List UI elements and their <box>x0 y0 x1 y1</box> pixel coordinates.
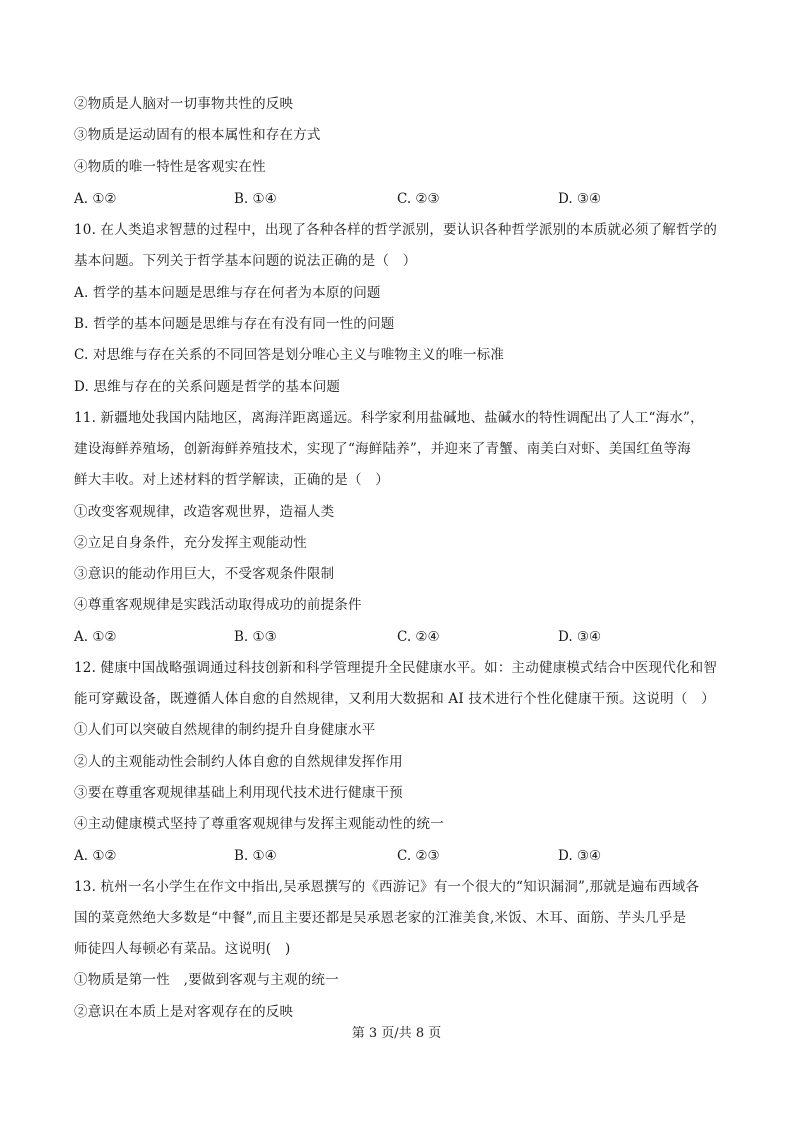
page-footer: 第 3 页/共 8 页 <box>351 1026 442 1041</box>
q13-statement-1: ①物质是第一性 ,要做到客观与主观的统一 <box>74 972 339 988</box>
q13-stem-line-2: 国的菜竟然绝大多数是“中餐”,而且主要还都是吴承恩老家的江淮美食,米饭、木耳、面筋、芋头几乎是 <box>74 910 687 926</box>
q12-statement-2: ②人的主观能动性会制约人体自愈的自然规律发挥作用 <box>74 754 403 770</box>
q13-stem-line-1: 13. 杭州一名小学生在作文中指出,吴承恩撰写的《西游记》有一个很大的“知识漏洞”,那就是遍布西域各 <box>74 879 700 895</box>
q9-statement-3: ③物质是运动固有的根本属性和存在方式 <box>74 127 321 143</box>
q9-statement-4: ④物质的唯一特性是客观实在性 <box>74 159 266 175</box>
q12-stem-line-1: 12. 健康中国战略强调通过科技创新和科学管理提升全民健康水平。如：主动健康模式结合中医现代化和智 <box>74 660 718 676</box>
q12-option-d: D. ③④ <box>558 848 602 864</box>
q10-stem-line-2: 基本问题。下列关于哲学基本问题的说法正确的是（ ） <box>74 253 417 269</box>
q12-option-c: C. ②③ <box>397 848 440 864</box>
q12-option-b: B. ①④ <box>234 848 277 864</box>
q9-options <box>74 189 734 209</box>
q13-stem-line-3: 师徒四人每顿必有菜品。这说明( ) <box>74 941 291 957</box>
q9-option-c: C. ②③ <box>397 191 440 207</box>
q10-option-a: A. 哲学的基本问题是思维与存在何者为本原的问题 <box>74 285 381 301</box>
q10-option-c: C. 对思维与存在关系的不同回答是划分唯心主义与唯物主义的唯一标准 <box>74 347 505 363</box>
q12-options <box>74 846 734 866</box>
q11-statement-4: ④尊重客观规律是实践活动取得成功的前提条件 <box>74 597 362 613</box>
q11-options <box>74 627 734 647</box>
q11-stem-line-2: 建设海鲜养殖场，创新海鲜养殖技术，实现了“海鲜陆养”，并迎来了青蟹、南美白对虾、美国红鱼等海 <box>74 441 692 457</box>
q12-stem-line-2: 能可穿戴设备，既遵循人体自愈的自然规律，又利用大数据和 AI 技术进行个性化健康干预。这说明（ ） <box>74 691 715 707</box>
q9-statement-2: ②物质是人脑对一切事物共性的反映 <box>74 96 294 112</box>
q10-option-b: B. 哲学的基本问题是思维与存在有没有同一性的问题 <box>74 316 395 332</box>
q12-option-a: A. ①② <box>74 848 117 864</box>
q11-statement-2: ②立足自身条件，充分发挥主观能动性 <box>74 535 307 551</box>
q11-statement-3: ③意识的能动作用巨大，不受客观条件限制 <box>74 566 335 582</box>
q13-statement-2: ②意识在本质上是对客观存在的反映 <box>74 1004 294 1020</box>
q10-stem-line-1: 10. 在人类追求智慧的过程中，出现了各种各样的哲学派别，要认识各种哲学派别的本质就必须了解哲学的 <box>74 222 718 238</box>
q12-statement-3: ③要在尊重客观规律基础上利用现代技术进行健康干预 <box>74 785 403 801</box>
q9-option-b: B. ①④ <box>234 191 277 207</box>
q10-option-d: D. 思维与存在的关系问题是哲学的基本问题 <box>74 379 341 395</box>
q12-statement-4: ④主动健康模式坚持了尊重客观规律与发挥主观能动性的统一 <box>74 816 444 832</box>
q11-option-d: D. ③④ <box>558 629 602 645</box>
q11-option-c: C. ②④ <box>397 629 440 645</box>
q11-option-b: B. ①③ <box>234 629 277 645</box>
q11-stem-line-1: 11. 新疆地处我国内陆地区，离海洋距离遥远。科学家利用盐碱地、盐碱水的特性调配出了人工“海水”， <box>74 410 704 426</box>
q11-option-a: A. ①② <box>74 629 117 645</box>
q12-statement-1: ①人们可以突破自然规律的制约提升自身健康水平 <box>74 722 376 738</box>
q9-option-a: A. ①② <box>74 191 117 207</box>
q9-option-d: D. ③④ <box>558 191 602 207</box>
q11-stem-line-3: 鲜大丰收。对上述材料的哲学解读，正确的是（ ） <box>74 472 390 488</box>
q11-statement-1: ①改变客观规律，改造客观世界，造福人类 <box>74 504 335 520</box>
